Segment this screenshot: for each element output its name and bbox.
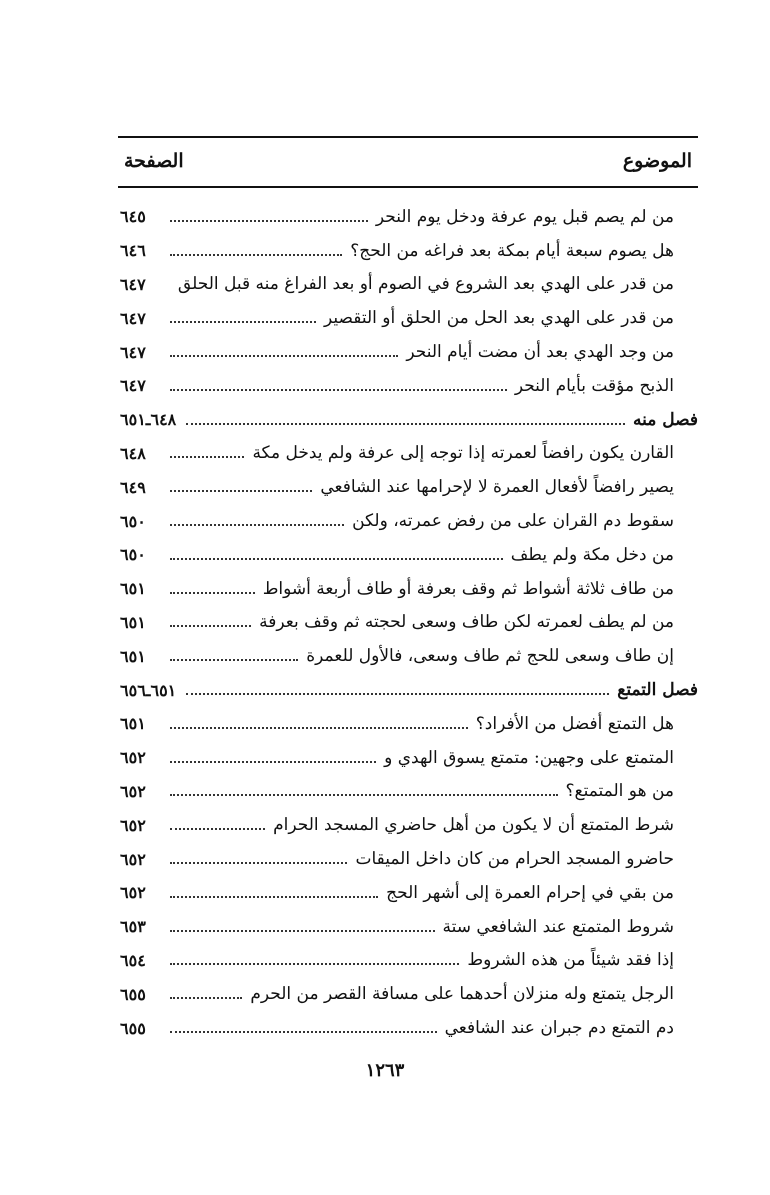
toc-entries — [120, 200, 700, 1045]
dot-leader — [170, 896, 378, 898]
entry-title: من لم يطف لعمرته لكن طاف وسعى لحجته ثم وقف بعرفة — [259, 612, 674, 633]
entry-title: الذبح مؤقت بأيام النحر — [514, 375, 674, 396]
dot-leader — [170, 659, 298, 661]
entry-title: القارن يكون رافضاً لعمرته إذا توجه إلى عرفة ولم يدخل مكة — [252, 443, 674, 464]
toc-entry-row — [120, 775, 700, 809]
toc-entry-row — [120, 842, 700, 876]
dot-leader — [170, 862, 347, 864]
dot-leader — [186, 693, 609, 695]
dot-leader — [170, 625, 251, 627]
topic-column-label: الموضوع — [622, 150, 692, 172]
page-number: ١٢٦٣ — [365, 1060, 405, 1081]
toc-entry-row — [120, 606, 700, 640]
entry-page-number: ٦٤٨ـ٦٥١ — [120, 410, 177, 430]
dot-leader — [170, 558, 503, 560]
dot-leader — [170, 794, 558, 796]
entry-page-number: ٦٥١ـ٦٥٦ — [120, 680, 177, 700]
entry-page-number: ٦٤٧ — [120, 308, 146, 328]
toc-entry-row — [120, 910, 700, 944]
entry-title: من لم يصم قبل يوم عرفة ودخل يوم النحر — [375, 206, 674, 227]
entry-page-number: ٦٥٢ — [120, 781, 146, 801]
page-column-label: الصفحة — [124, 150, 184, 172]
entry-title: من قدر على الهدي بعد الشروع في الصوم أو بعد الفراغ منه قبل الحلق — [177, 274, 674, 295]
toc-section-row — [120, 673, 700, 707]
dot-leader — [170, 220, 368, 222]
entry-title: إن طاف وسعى للحج ثم طاف وسعى، فالأول للعمرة — [306, 646, 674, 667]
entry-title: حاضرو المسجد الحرام من كان داخل الميقات — [355, 849, 674, 870]
dot-leader — [170, 389, 507, 391]
entry-title: من دخل مكة ولم يطف — [510, 544, 674, 565]
toc-entry-row — [120, 707, 700, 741]
dot-leader — [170, 321, 316, 323]
entry-page-number: ٦٥١ — [120, 646, 146, 666]
entry-page-number: ٦٤٥ — [120, 207, 146, 227]
toc-entry-row — [120, 538, 700, 572]
toc-entry-row — [120, 268, 700, 302]
entry-title: إذا فقد شيئاً من هذه الشروط — [467, 950, 674, 971]
dot-leader — [170, 997, 242, 999]
entry-page-number: ٦٤٧ — [119, 274, 146, 294]
entry-page-number: ٦٥٥ — [120, 984, 146, 1004]
entry-page-number: ٦٤٩ — [120, 477, 146, 497]
entry-page-number: ٦٥٠ — [120, 511, 146, 531]
entry-page-number: ٦٥١ — [120, 714, 146, 734]
toc-entry-row — [120, 572, 700, 606]
toc-entry-row — [120, 437, 700, 471]
entry-page-number: ٦٤٧ — [120, 342, 146, 362]
dot-leader — [170, 490, 312, 492]
toc-entry-row — [120, 200, 700, 234]
entry-page-number: ٦٥٢ — [120, 849, 146, 869]
dot-leader — [170, 930, 435, 932]
entry-page-number: ٦٥١ — [120, 612, 146, 632]
table-header — [118, 136, 698, 188]
entry-title: من هو المتمتع؟ — [565, 781, 674, 802]
dot-leader — [170, 1031, 437, 1033]
entry-page-number: ٦٥٥ — [120, 1018, 146, 1038]
entry-page-number: ٦٥٠ — [120, 545, 146, 565]
toc-entry-row — [120, 1011, 700, 1045]
dot-leader — [170, 592, 255, 594]
entry-page-number: ٦٥١ — [120, 579, 146, 599]
dot-leader — [170, 963, 459, 965]
entry-page-number: ٦٤٨ — [120, 443, 146, 463]
entry-page-number: ٦٤٦ — [120, 241, 146, 261]
entry-page-number: ٦٥٣ — [120, 917, 146, 937]
entry-page-number: ٦٥٢ — [120, 883, 146, 903]
toc-entry-row — [120, 977, 700, 1011]
entry-title: الرجل يتمتع وله منزلان أحدهما على مسافة القصر من الحرم — [250, 984, 674, 1005]
entry-title: شرط المتمتع أن لا يكون من أهل حاضري المسجد الحرام — [273, 815, 674, 836]
dot-leader — [170, 761, 376, 763]
toc-entry-row — [120, 470, 700, 504]
entry-title: دم التمتع دم جبران عند الشافعي — [444, 1018, 674, 1039]
section-title: فصل منه — [632, 409, 698, 430]
entry-title: من قدر على الهدي بعد الحل من الحلق أو التقصير — [323, 308, 674, 329]
entry-page-number: ٦٥٢ — [120, 748, 146, 768]
toc-entry-row — [120, 944, 700, 978]
toc-entry-row — [120, 876, 700, 910]
toc-entry-row — [120, 369, 700, 403]
dot-leader — [170, 355, 398, 357]
entry-title: المتمتع على وجهين: متمتع يسوق الهدي و — [384, 747, 674, 768]
toc-entry-row — [120, 301, 700, 335]
dot-leader — [170, 524, 344, 526]
entry-title: شروط المتمتع عند الشافعي ستة — [442, 916, 674, 937]
dot-leader — [170, 727, 468, 729]
dot-leader — [186, 423, 625, 425]
entry-title: يصير رافضاً لأفعال العمرة لا لإحرامها عند الشافعي — [320, 477, 674, 498]
toc-entry-row — [120, 639, 700, 673]
entry-title: من وجد الهدي بعد أن مضت أيام النحر — [406, 342, 674, 363]
toc-entry-row — [120, 808, 700, 842]
dot-leader — [170, 828, 265, 830]
toc-entry-row — [120, 504, 700, 538]
dot-leader — [170, 456, 244, 458]
entry-page-number: ٦٥٢ — [120, 815, 146, 835]
toc-entry-row — [120, 335, 700, 369]
toc-section-row — [120, 403, 700, 437]
entry-page-number: ٦٤٧ — [120, 376, 146, 396]
entry-page-number: ٦٥٤ — [120, 950, 146, 970]
entry-title: هل يصوم سبعة أيام بمكة بعد فراغه من الحج؟ — [350, 240, 674, 261]
toc-entry-row — [120, 741, 700, 775]
dot-leader — [170, 254, 342, 256]
section-title: فصل التمتع — [617, 680, 698, 701]
entry-title: من بقي في إحرام العمرة إلى أشهر الحج — [386, 882, 674, 903]
entry-title: من طاف ثلاثة أشواط ثم وقف بعرفة أو طاف أربعة أشواط — [262, 578, 674, 599]
toc-entry-row — [120, 234, 700, 268]
entry-title: هل التمتع أفضل من الأفراد؟ — [475, 713, 674, 734]
entry-title: سقوط دم القران على من رفض عمرته، ولكن — [352, 511, 674, 532]
